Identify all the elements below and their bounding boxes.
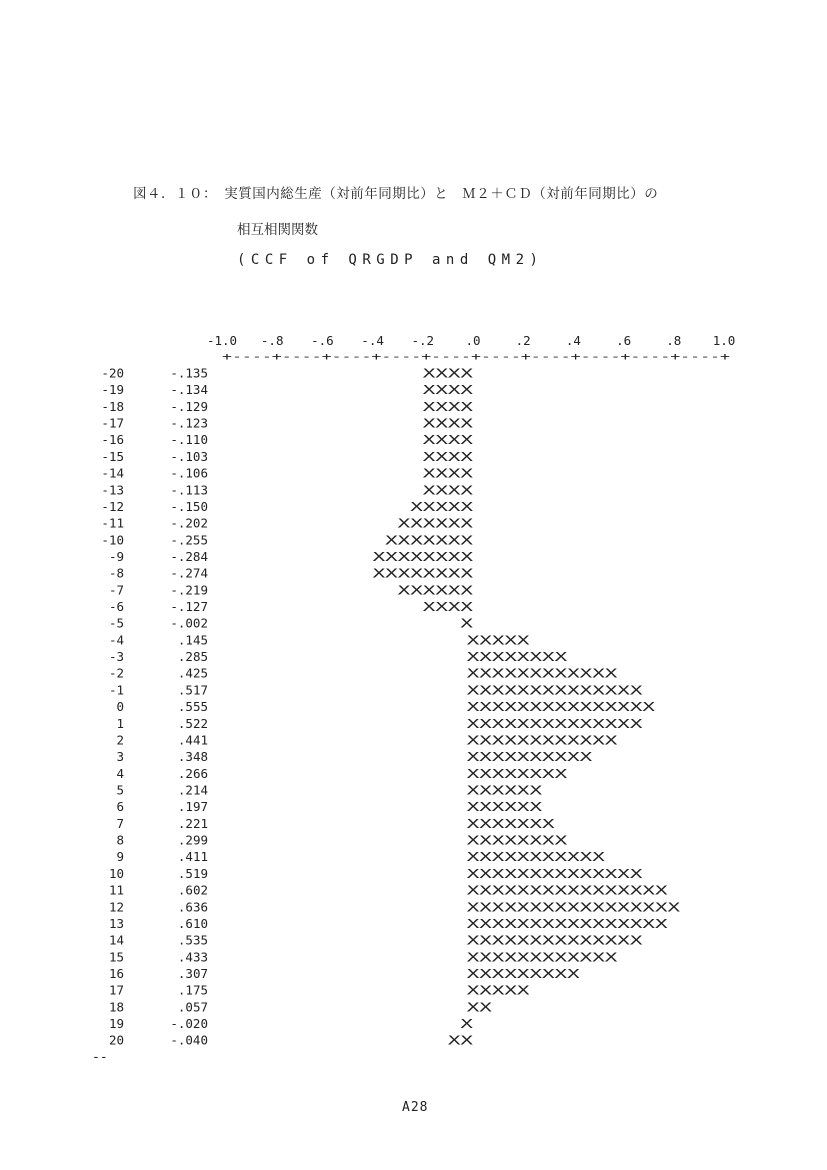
lag-label: -5	[108, 615, 124, 631]
correlation-value-label: .433	[177, 949, 208, 965]
correlation-value-label: .535	[177, 932, 208, 948]
correlation-value-label: -.284	[170, 548, 208, 564]
lag-label: 15	[108, 949, 124, 965]
correlation-value-label: -.127	[170, 599, 208, 615]
ccf-bar: XXXXXXXXXXXXXXXXX	[466, 900, 682, 915]
ccf-bar: X	[460, 616, 475, 631]
trailer-dashes: --	[92, 1050, 108, 1065]
ccf-bar: XXXX	[422, 416, 475, 431]
correlation-value-label: -.110	[170, 432, 208, 448]
ccf-bar: XXXXXXXXX	[466, 966, 582, 981]
ccf-bar: XXXXXXXXXXXXXXXX	[466, 916, 669, 931]
x-tick-label: .8	[666, 333, 682, 348]
axis-ruler: +----+----+----+----+----+----+----+----+----+----+	[222, 350, 731, 363]
correlation-value-label: .266	[177, 765, 208, 781]
x-tick-label: .2	[515, 333, 531, 348]
ccf-bar: XXXX	[422, 466, 475, 481]
ccf-bar: XXXXXXXXXX	[466, 750, 594, 765]
lag-label: -10	[101, 532, 124, 548]
x-tick-label: 1.0	[712, 333, 736, 348]
correlation-value-label: .636	[177, 899, 208, 915]
lag-label: 7	[116, 815, 124, 831]
ccf-bar: XXXXXXXXXXXX	[466, 950, 619, 965]
correlation-value-label: .441	[177, 732, 208, 748]
x-tick-label: -1.0	[206, 333, 238, 348]
lag-label: -14	[101, 465, 124, 481]
correlation-value-label: -.040	[170, 1032, 208, 1048]
ccf-bar: XXXX	[422, 449, 475, 464]
x-tick-label: -.4	[361, 333, 384, 348]
x-tick-label: .4	[565, 333, 581, 348]
lag-label: 14	[108, 932, 124, 948]
ccf-bar: XXXXXXXX	[466, 766, 569, 781]
correlation-value-label: .197	[177, 799, 208, 815]
lag-label: -7	[108, 582, 124, 598]
ccf-bar: XX	[447, 1033, 475, 1048]
lag-label: -4	[108, 632, 124, 648]
correlation-value-label: .285	[177, 649, 208, 665]
ccf-bar: XXXXXXXXXXXXXX	[466, 683, 644, 698]
correlation-value-label: -.134	[170, 382, 208, 398]
ccf-bar: XXXXXX	[466, 783, 544, 798]
ccf-bar: XXXXXXXXXXXXXX	[466, 716, 644, 731]
correlation-value-label: .425	[177, 665, 208, 681]
correlation-value-label: -.106	[170, 465, 208, 481]
lag-label: -19	[101, 382, 124, 398]
correlation-value-label: .411	[177, 849, 208, 865]
lag-label: 8	[116, 832, 124, 848]
ccf-bar: XXXXXXXX	[372, 549, 475, 564]
lag-label: -6	[108, 599, 124, 615]
lag-label: 19	[108, 1016, 124, 1032]
correlation-value-label: .519	[177, 865, 208, 881]
ccf-bar: XXXXXXXXXXX	[466, 850, 607, 865]
correlation-value-label: -.150	[170, 498, 208, 514]
x-tick-label: -.2	[411, 333, 435, 348]
lag-label: -2	[108, 665, 124, 681]
figure-subtitle: 相互相関関数	[237, 222, 318, 238]
correlation-value-label: .348	[177, 749, 208, 765]
lag-label: 9	[116, 849, 124, 865]
correlation-value-label: .307	[177, 965, 208, 981]
ccf-bar: XXXXXXXXXXXXXX	[466, 933, 644, 948]
correlation-value-label: .175	[177, 982, 208, 998]
correlation-value-label: .555	[177, 699, 208, 715]
ccf-bar: XXXXX	[466, 633, 531, 648]
figure-caption-ccf: (CCF of QRGDP and QM2)	[237, 252, 544, 268]
correlation-value-label: .214	[177, 782, 208, 798]
lag-label: 0	[116, 699, 124, 715]
correlation-value-label: -.255	[170, 532, 208, 548]
lag-label: 3	[116, 749, 124, 765]
lag-label: -18	[101, 398, 124, 414]
x-tick-label: .6	[616, 333, 632, 348]
lag-label: -11	[101, 515, 124, 531]
correlation-value-label: -.002	[170, 615, 208, 631]
lag-label: -3	[108, 649, 124, 665]
lag-label: 20	[108, 1032, 124, 1048]
ccf-bar: XXXX	[422, 433, 475, 448]
ccf-bar: XXXXXXXX	[466, 650, 569, 665]
correlation-value-label: -.135	[170, 365, 208, 381]
lag-label: 16	[108, 965, 124, 981]
ccf-bar: XXXXXXXX	[372, 566, 475, 581]
lag-label: 11	[108, 882, 124, 898]
ccf-bar: XXXXX	[466, 983, 531, 998]
lag-label: -13	[101, 482, 124, 498]
correlation-value-label: .602	[177, 882, 208, 898]
lag-label: -20	[101, 365, 124, 381]
lag-label: 6	[116, 799, 124, 815]
ccf-bar: XXXXXX	[397, 583, 475, 598]
x-tick-label: .0	[465, 333, 481, 348]
lag-label: 1	[116, 715, 124, 731]
lag-label: 17	[108, 982, 124, 998]
ccf-bar: XXXXXXXX	[466, 833, 569, 848]
ccf-bar: XXXX	[422, 399, 475, 414]
ccf-bar: XXXX	[422, 483, 475, 498]
lag-label: -12	[101, 498, 124, 514]
correlation-value-label: .610	[177, 915, 208, 931]
lag-label: 4	[116, 765, 124, 781]
lag-label: -17	[101, 415, 124, 431]
x-tick-label: -.6	[311, 333, 334, 348]
ccf-bar: XXXXXXXXXXXXXXXX	[466, 883, 669, 898]
ccf-bar: XXXXXX	[397, 516, 475, 531]
correlation-value-label: .221	[177, 815, 208, 831]
ccf-bar: XX	[466, 1000, 494, 1015]
correlation-value-label: .057	[177, 999, 208, 1015]
page-number: A28	[402, 1100, 429, 1115]
correlation-value-label: .522	[177, 715, 208, 731]
lag-label: 13	[108, 915, 124, 931]
correlation-value-label: -.274	[170, 565, 208, 581]
ccf-bar: XXXXXXXXXXXXXXX	[466, 700, 657, 715]
correlation-value-label: .517	[177, 682, 208, 698]
ccf-bar: X	[460, 1017, 475, 1032]
ccf-bar: XXXXXXX	[385, 533, 475, 548]
correlation-value-label: -.129	[170, 398, 208, 414]
correlation-value-label: .299	[177, 832, 208, 848]
x-tick-label: -.8	[260, 333, 284, 348]
correlation-value-label: .145	[177, 632, 208, 648]
ccf-bar: XXXXX	[410, 499, 475, 514]
lag-label: -15	[101, 448, 124, 464]
ccf-bar: XXXX	[422, 383, 475, 398]
ccf-bar: XXXXXX	[466, 800, 544, 815]
correlation-value-label: -.202	[170, 515, 208, 531]
lag-label: -1	[108, 682, 124, 698]
ccf-bar: XXXXXXXXXXXX	[466, 666, 619, 681]
ccf-bar: XXXX	[422, 600, 475, 615]
lag-label: 12	[108, 899, 124, 915]
lag-label: 2	[116, 732, 124, 748]
lag-label: -8	[108, 565, 124, 581]
correlation-value-label: -.020	[170, 1016, 208, 1032]
lag-label: 10	[108, 865, 124, 881]
ccf-bar: XXXXXXXXXXXX	[466, 733, 619, 748]
ccf-bar: XXXXXXXXXXXXXX	[466, 866, 644, 881]
lag-label: 5	[116, 782, 124, 798]
correlation-value-label: -.123	[170, 415, 208, 431]
correlation-value-label: -.219	[170, 582, 208, 598]
correlation-value-label: -.103	[170, 448, 208, 464]
correlation-value-label: -.113	[170, 482, 208, 498]
lag-label: -9	[108, 548, 124, 564]
lag-label: 18	[108, 999, 124, 1015]
figure-title: 図４．１０： 実質国内総生産（対前年同期比）と Ｍ２＋ＣＤ（対前年同期比）の	[133, 186, 659, 202]
ccf-bar: XXXXXXX	[466, 816, 556, 831]
ccf-bar: XXXX	[422, 366, 475, 381]
lag-label: -16	[101, 432, 124, 448]
